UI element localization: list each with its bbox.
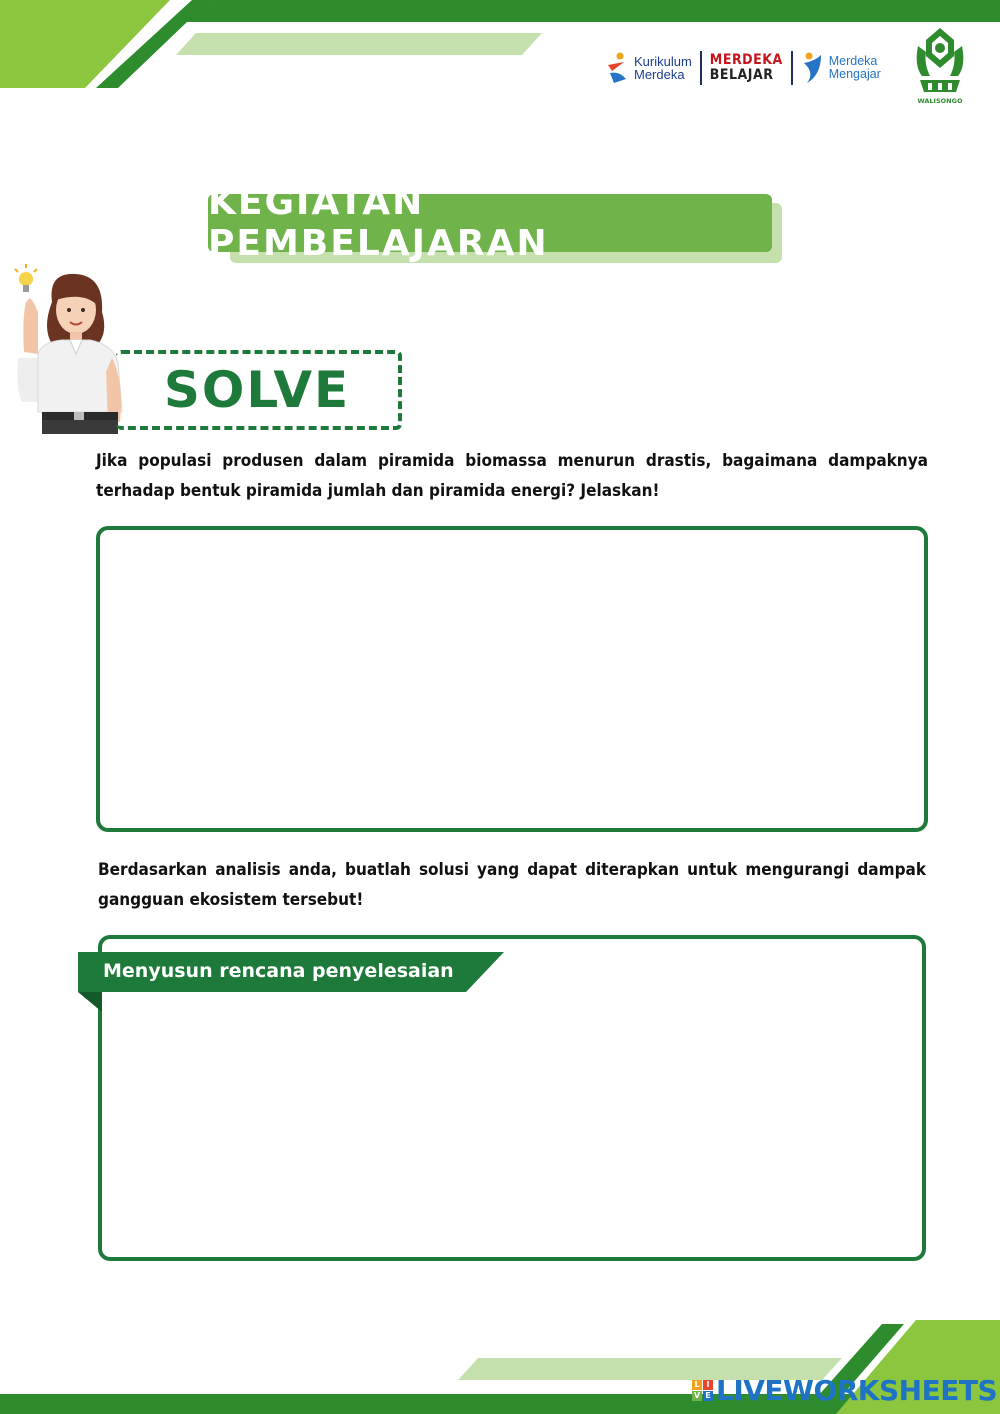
grid-letter: E <box>703 1391 713 1401</box>
liveworksheets-watermark <box>692 1374 997 1406</box>
logo-divider <box>700 51 702 85</box>
merdeka-belajar-logo <box>710 53 783 83</box>
merdeka-belajar-line2: BELAJAR <box>709 67 774 83</box>
merdeka-mengajar-logo <box>801 51 881 85</box>
answer-box-1[interactable] <box>96 526 928 832</box>
solve-section-box <box>116 350 402 430</box>
walisongo-label: WALISONGO <box>917 97 963 105</box>
kurikulum-line2: Merdeka <box>634 67 685 82</box>
liveworksheets-brand[interactable]: LIVEWORKSHEETS <box>716 1373 998 1407</box>
teacher-illustration <box>12 262 132 434</box>
merdeka-belajar-line1: MERDEKA <box>709 52 783 68</box>
grid-letter: L <box>692 1380 702 1390</box>
kurikulum-merdeka-icon <box>606 51 630 85</box>
section-title: SOLVE <box>163 361 351 419</box>
lightbulb-icon <box>15 264 37 292</box>
question-2: Berdasarkan analisis anda, buatlah solusi yang dapat diterapkan untuk mengurangi dampak gangguan ekosistem tersebut! <box>98 860 926 910</box>
kurikulum-merdeka-logo <box>606 51 692 85</box>
title-banner <box>208 182 772 264</box>
merdeka-mengajar-icon <box>801 51 825 85</box>
ribbon-label: Menyusun rencana penyelesaian <box>103 960 454 982</box>
question-1: Jika populasi produsen dalam piramida biomassa menurun drastis, bagaimana dampaknya terhadap bentuk piramida jumlah dan piramida energi? Jelaskan! <box>96 451 928 501</box>
walisongo-logo <box>910 26 970 106</box>
merdeka-mengajar-line1: Merdeka <box>828 54 878 68</box>
logo-divider <box>791 51 793 85</box>
kurikulum-line1: Kurikulum <box>634 54 692 69</box>
grid-letter: I <box>703 1380 713 1390</box>
merdeka-mengajar-line2: Mengajar <box>828 67 881 81</box>
page-title: KEGIATAN PEMBELAJARAN <box>208 182 549 264</box>
liveworksheets-grid-icon <box>692 1380 713 1401</box>
partner-logos <box>606 46 881 90</box>
grid-letter: V <box>693 1390 701 1400</box>
